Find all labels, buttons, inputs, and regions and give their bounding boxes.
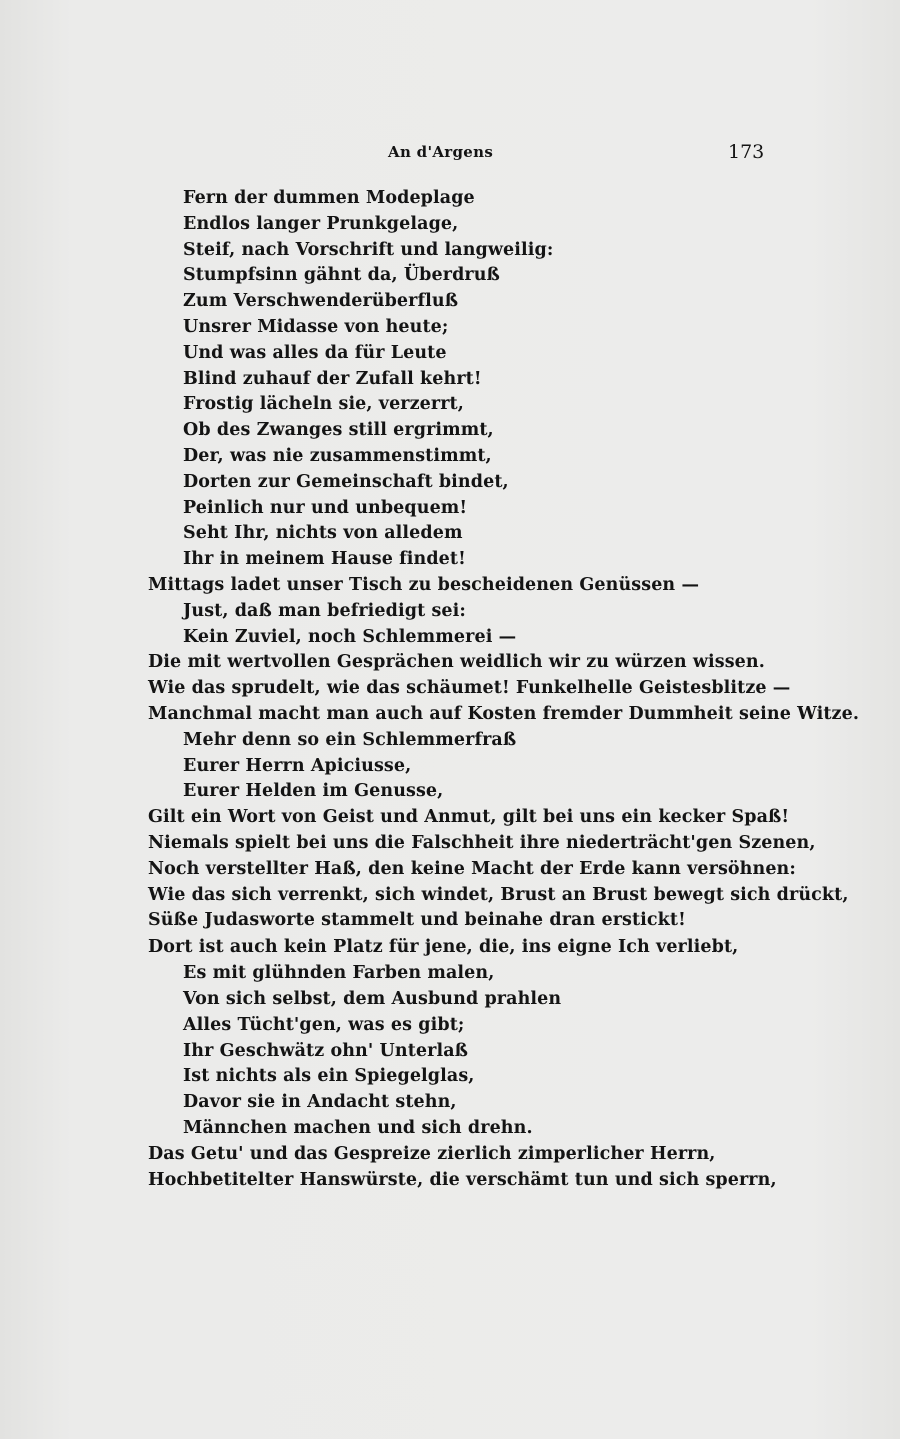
poem-line: Seht Ihr, nichts von alledem (183, 523, 463, 544)
poem-line: Wie das sprudelt, wie das schäumet! Funkelhelle Geistesblitze — (148, 678, 791, 699)
poem-line: Mittags ladet unser Tisch zu bescheidenen Genüssen — (148, 575, 700, 595)
poem-line: Ihr Geschwätz ohn' Unterlaß (183, 1040, 469, 1061)
poem-line: Dorten zur Gemeinschaft bindet, (183, 471, 509, 492)
poem-line: Blind zuhauf der Zufall kehrt! (183, 368, 482, 389)
poem-line: Mehr denn so ein Schlemmerfraß (183, 729, 517, 750)
poem-line: Kein Zuviel, noch Schlemmerei — (183, 626, 517, 647)
poem-line: Alles Tücht'gen, was es gibt; (183, 1014, 465, 1035)
poem-line: Dort ist auch kein Platz für jene, die, ins eigne Ich verliebt, (148, 937, 739, 958)
poem-line: Ist nichts als ein Spiegelglas, (183, 1066, 475, 1087)
poem-line: Noch verstellter Haß, den keine Macht der Erde kann versöhnen: (148, 858, 796, 879)
poem-line: Die mit wertvollen Gesprächen weidlich wir zu würzen wissen. (148, 652, 765, 673)
poem-line: Eurer Herrn Apiciusse, (183, 755, 412, 776)
poem-line: Frostig lächeln sie, verzerrt, (183, 394, 464, 415)
poem-line: Süße Judasworte stammelt und beinahe dran erstickt! (148, 910, 686, 931)
poem-line: Es mit glühnden Farben malen, (183, 963, 495, 984)
poem-line: Davor sie in Andacht stehn, (183, 1092, 457, 1113)
poem-line: Eurer Helden im Genusse, (183, 781, 444, 802)
poem-line: Wie das sich verrenkt, sich windet, Brust an Brust bewegt sich drückt, (148, 884, 849, 905)
poem-line: Das Getu' und das Gespreize zierlich zimperlicher Herrn, (148, 1143, 716, 1164)
poem-line: Zum Verschwenderüberfluß (183, 291, 459, 312)
page-title: An d'Argens (388, 143, 494, 161)
poem-line: Und was alles da für Leute (183, 342, 447, 363)
poem-line: Endlos langer Prunkgelage, (183, 213, 459, 234)
page-number: 173 (728, 141, 765, 163)
poem-line: Niemals spielt bei uns die Falschheit ihre niederträcht'gen Szenen, (148, 833, 816, 853)
poem-line: Hochbetitelter Hanswürste, die verschämt tun und sich sperrn, (148, 1169, 777, 1190)
poem-line: Männchen machen und sich drehn. (183, 1118, 533, 1138)
poem-line: Ob des Zwanges still ergrimmt, (183, 420, 494, 441)
poem-line: Der, was nie zusammenstimmt, (183, 446, 492, 466)
poem-line: Stumpfsinn gähnt da, Überdruß (183, 265, 500, 286)
poem-line: Ihr in meinem Hause findet! (183, 549, 466, 570)
poem-line: Just, daß man befriedigt sei: (183, 600, 466, 621)
poem-line: Unsrer Midasse von heute; (183, 317, 449, 337)
poem-line: Gilt ein Wort von Geist und Anmut, gilt bei uns ein kecker Spaß! (148, 807, 790, 828)
poem-line: Fern der dummen Modeplage (183, 188, 475, 208)
poem-line: Manchmal macht man auch auf Kosten fremder Dummheit seine Witze. (148, 704, 860, 724)
poem-line: Von sich selbst, dem Ausbund prahlen (183, 989, 562, 1009)
running-head (0, 143, 900, 167)
poem-line: Steif, nach Vorschrift und langweilig: (183, 239, 554, 260)
poem-line: Peinlich nur und unbequem! (183, 497, 468, 518)
